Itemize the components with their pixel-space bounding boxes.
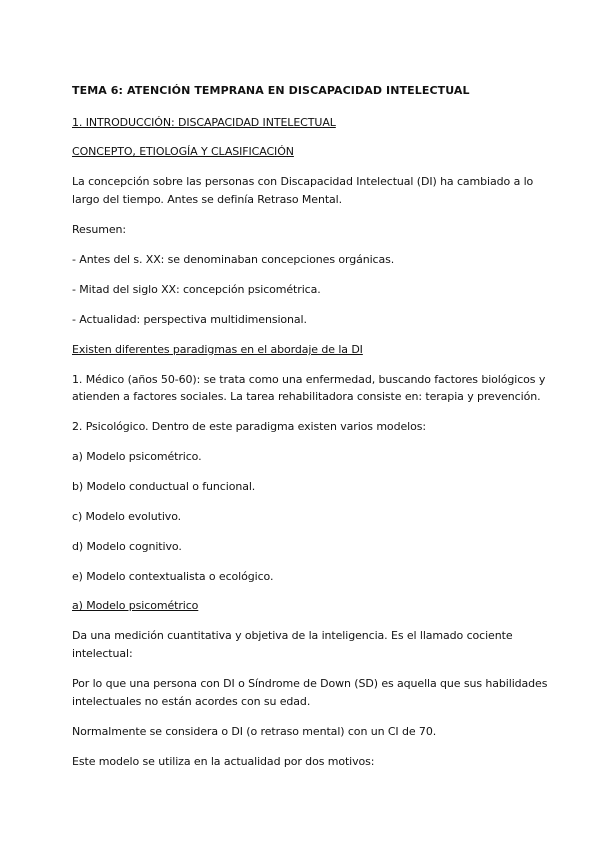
model-item: a) Modelo psicométrico. (72, 450, 202, 463)
down-syndrome-paragraph-line: intelectuales no están acordes con su edad. (72, 695, 311, 708)
psychometric-paragraph-line: Da una medición cuantitativa y objetiva de la inteligencia. Es el llamado cociente (72, 629, 513, 642)
section-heading: 1. INTRODUCCIÓN: DISCAPACIDAD INTELECTUAL (72, 116, 336, 129)
intro-paragraph-line: La concepción sobre las personas con Discapacidad Intelectual (DI) ha cambiado a lo (72, 175, 534, 188)
document-title: TEMA 6: ATENCIÓN TEMPRANA EN DISCAPACIDAD INTELECTUAL (72, 84, 470, 97)
psychometric-paragraph-line: intelectual: (72, 647, 133, 660)
paradigms-heading: Existen diferentes paradigmas en el abordaje de la DI (72, 343, 363, 356)
summary-item: - Mitad del siglo XX: concepción psicométrica. (72, 283, 321, 296)
ci-paragraph: Normalmente se considera o DI (o retraso mental) con un CI de 70. (72, 725, 437, 738)
model-item: b) Modelo conductual o funcional. (72, 480, 256, 493)
down-syndrome-paragraph-line: Por lo que una persona con DI o Síndrome de Down (SD) es aquella que sus habilidades (72, 677, 548, 690)
model-item: d) Modelo cognitivo. (72, 540, 182, 553)
summary-label: Resumen: (72, 223, 126, 236)
summary-item: - Actualidad: perspectiva multidimensional. (72, 313, 307, 326)
paradigm-medical-line: atienden a factores sociales. La tarea rehabilitadora consiste en: terapia y prevención. (72, 390, 541, 403)
usage-paragraph: Este modelo se utiliza en la actualidad por dos motivos: (72, 755, 375, 768)
summary-item: - Antes del s. XX: se denominaban concepciones orgánicas. (72, 253, 395, 266)
paradigm-psychological: 2. Psicológico. Dentro de este paradigma existen varios modelos: (72, 420, 426, 433)
subsection-heading: CONCEPTO, ETIOLOGÍA Y CLASIFICACIÓN (72, 145, 294, 158)
intro-paragraph-line: largo del tiempo. Antes se definía Retraso Mental. (72, 193, 343, 206)
model-item: c) Modelo evolutivo. (72, 510, 182, 523)
psychometric-heading: a) Modelo psicométrico (72, 599, 199, 612)
paradigm-medical-line: 1. Médico (años 50-60): se trata como una enfermedad, buscando factores biológicos y (72, 373, 546, 386)
model-item: e) Modelo contextualista o ecológico. (72, 570, 274, 583)
